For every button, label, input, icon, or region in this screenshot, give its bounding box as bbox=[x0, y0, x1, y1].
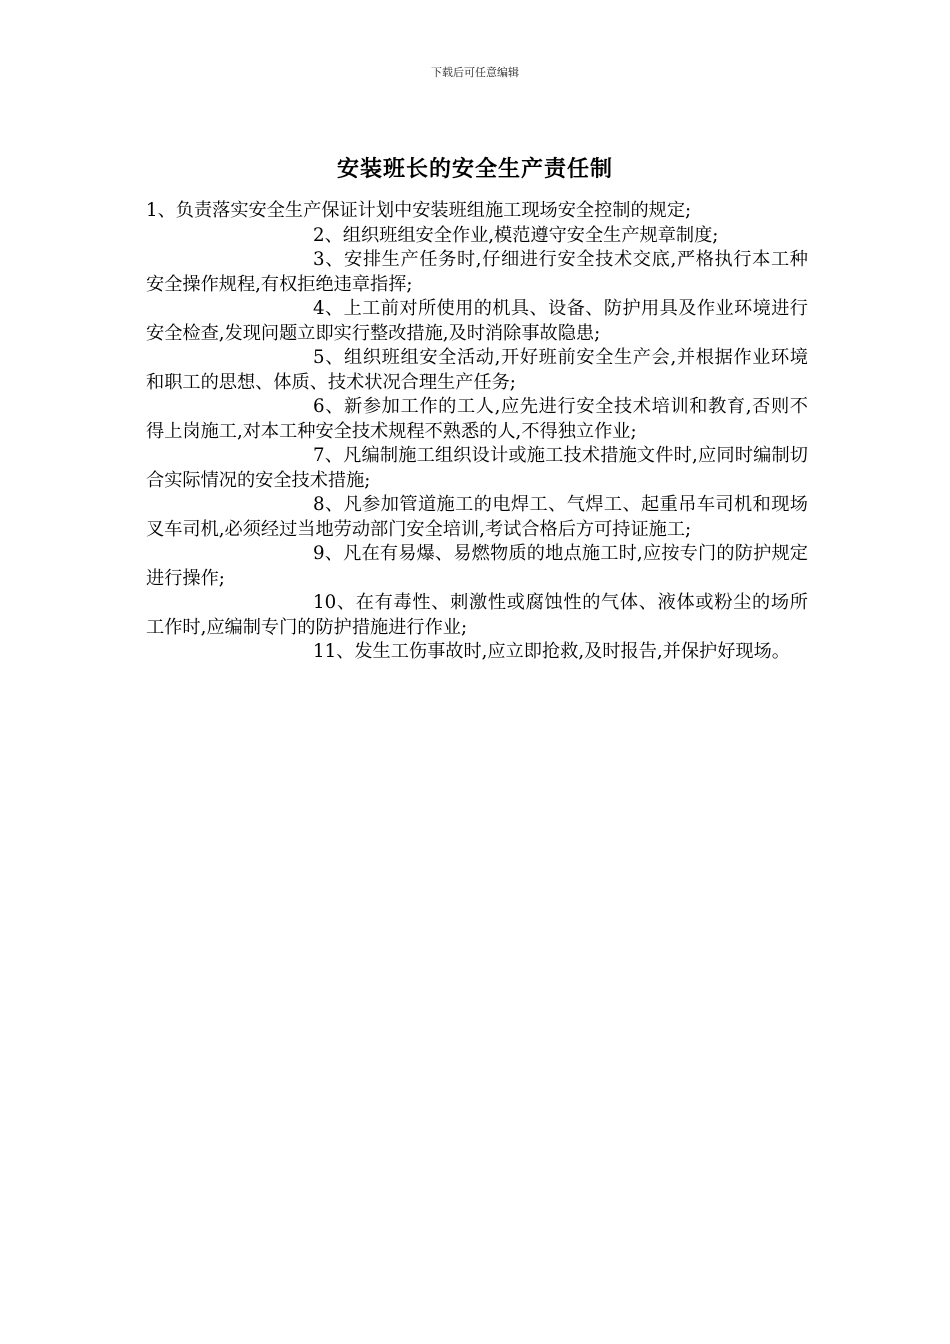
responsibility-item-6: 6、新参加工作的工人,应先进行安全技术培训和教育,否则不得上岗施工,对本工种安全技术规程不熟悉的人,不得独立作业; bbox=[146, 396, 808, 442]
document-title: 安装班长的安全生产责任制 bbox=[336, 156, 613, 182]
responsibility-item-9: 9、凡在有易爆、易燃物质的地点施工时,应按专门的防护规定进行操作; bbox=[146, 543, 808, 589]
responsibility-item-11: 11、发生工伤事故时,应立即抢救,及时报告,并保护好现场。 bbox=[313, 641, 790, 662]
responsibility-item-10: 10、在有毒性、刺激性或腐蚀性的气体、液体或粉尘的场所工作时,应编制专门的防护措施进行作业; bbox=[146, 592, 808, 638]
document-body bbox=[146, 199, 808, 665]
responsibility-item-1: 1、负责落实安全生产保证计划中安装班组施工现场安全控制的规定; bbox=[146, 200, 692, 221]
responsibility-item-4: 4、上工前对所使用的机具、设备、防护用具及作业环境进行安全检查,发现问题立即实行整改措施,及时消除事故隐患; bbox=[146, 298, 808, 344]
responsibility-item-2: 2、组织班组安全作业,模范遵守安全生产规章制度; bbox=[313, 224, 719, 246]
responsibility-item-7: 7、凡编制施工组织设计或施工技术措施文件时,应同时编制切合实际情况的安全技术措施; bbox=[146, 445, 808, 491]
responsibility-item-5: 5、组织班组安全活动,开好班前安全生产会,并根据作业环境和职工的思想、体质、技术状况合理生产任务; bbox=[146, 347, 808, 393]
responsibility-item-3: 3、安排生产任务时,仔细进行安全技术交底,严格执行本工种安全操作规程,有权拒绝违章指挥; bbox=[146, 249, 808, 295]
responsibility-item-8: 8、凡参加管道施工的电焊工、气焊工、起重吊车司机和现场叉车司机,必须经过当地劳动部门安全培训,考试合格后方可持证施工; bbox=[146, 494, 808, 540]
page-header: 下载后可任意编辑 bbox=[431, 66, 519, 79]
